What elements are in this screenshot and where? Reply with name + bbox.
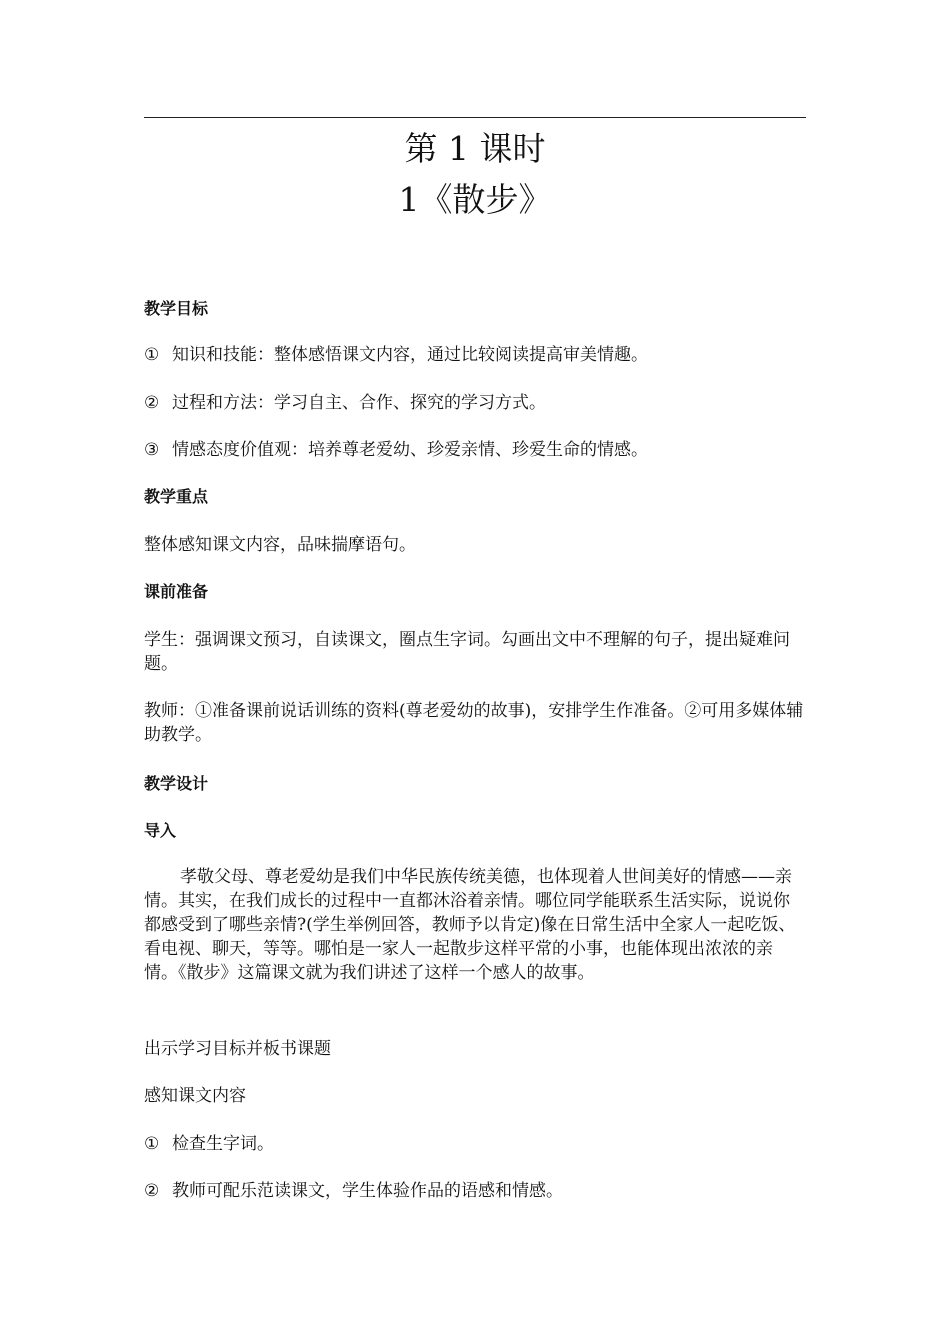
list-marker: ② — [144, 393, 160, 413]
lesson-subtitle: 1《散步》 — [398, 180, 552, 219]
keypoints-heading: 教学重点 — [144, 487, 209, 506]
objective-item — [144, 391, 806, 415]
preparation-heading: 课前准备 — [144, 582, 209, 601]
preparation-student: 学生：强调课文预习，自读课文，圈点生字词。勾画出文中不理解的句子，提出疑难问题。 — [144, 630, 790, 674]
list-marker: ① — [144, 1134, 160, 1154]
objectives-heading: 教学目标 — [144, 299, 209, 318]
keypoints-text: 整体感知课文内容，品味揣摩语句。 — [144, 535, 416, 555]
intro-heading: 导入 — [144, 821, 177, 840]
objective-text: 知识和技能：整体感悟课文内容，通过比较阅读提高审美情趣。 — [172, 345, 648, 365]
list-marker: ① — [144, 345, 160, 365]
step-text: 检查生字词。 — [172, 1134, 274, 1154]
list-marker: ② — [144, 1181, 160, 1201]
preparation-teacher: 教师：①准备课前说话训练的资料(尊老爱幼的故事)，安排学生作准备。②可用多媒体辅助教学。 — [144, 701, 804, 745]
objective-item — [144, 438, 806, 462]
objective-text: 过程和方法：学习自主、合作、探究的学习方式。 — [172, 393, 546, 413]
step-text: 教师可配乐范读课文，学生体验作品的语感和情感。 — [172, 1181, 563, 1201]
lesson-title: 第 1 课时 — [404, 129, 546, 168]
step-item — [144, 1179, 806, 1203]
objective-text: 情感态度价值观：培养尊老爱幼、珍爱亲情、珍爱生命的情感。 — [172, 440, 648, 460]
objective-item — [144, 343, 806, 367]
intro-paragraph: 孝敬父母、尊老爱幼是我们中华民族传统美德，也体现着人世间美好的情感——亲情。其实，在我们成长的过程中一直都沐浴着亲情。哪位同学能联系生活实际，说说你都感受到了哪些亲情?(学生举例回答，教师予以肯定)像在日常生活中全家人一起吃饭、看电视、聊天，等等。哪怕是一家人一起散步这样平常的小事，也能体现出浓浓的亲情。《散步》这篇课文就为我们讲述了这样一个感人的故事。 — [144, 867, 796, 983]
header-rule — [144, 117, 806, 118]
show-goals-text: 出示学习目标并板书课题 — [144, 1039, 331, 1059]
design-heading: 教学设计 — [144, 774, 209, 793]
step-item — [144, 1132, 806, 1156]
list-marker: ③ — [144, 440, 160, 460]
perceive-text: 感知课文内容 — [144, 1086, 246, 1106]
